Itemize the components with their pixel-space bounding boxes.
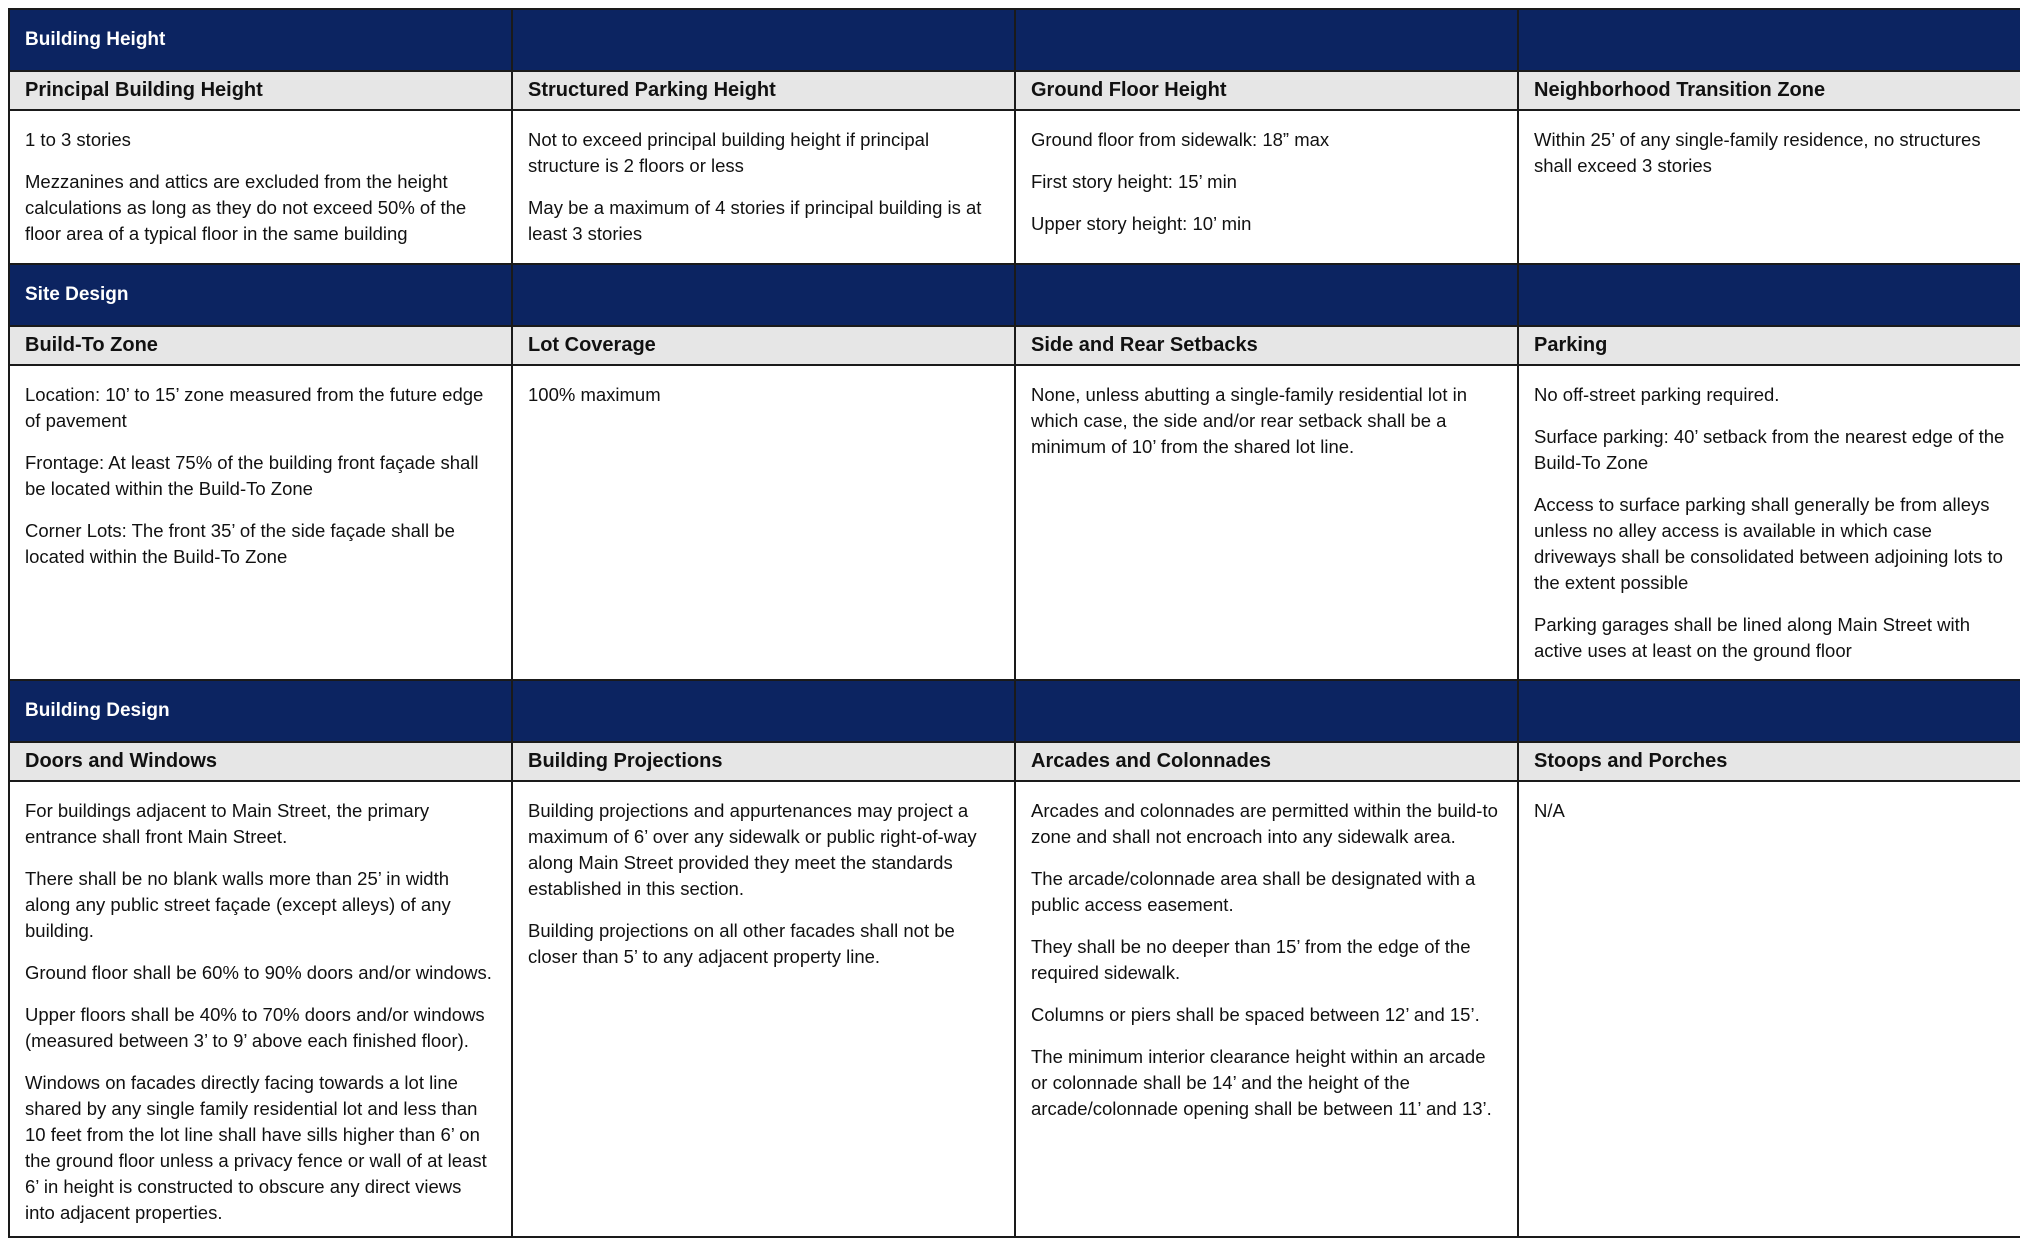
column-header: Stoops and Porches (1518, 742, 2020, 781)
cell-building-projections (512, 781, 1015, 1237)
paragraph: The arcade/colonnade area shall be designated with a public access easement. (1031, 868, 1476, 915)
cell-doors-windows (9, 781, 512, 1237)
column-header: Ground Floor Height (1015, 71, 1518, 110)
section-header-building-height (9, 9, 2020, 71)
paragraph: May be a maximum of 4 stories if principal building is at least 3 stories (528, 197, 982, 244)
column-headers (9, 742, 2020, 781)
paragraph: Building projections on all other facades shall not be closer than 5’ to any adjacent property line. (528, 920, 955, 967)
paragraph: First story height: 15’ min (1031, 171, 1237, 192)
paragraph: 1 to 3 stories (25, 129, 131, 150)
paragraph: Corner Lots: The front 35’ of the side façade shall be located within the Build-To Zone (25, 520, 455, 567)
cell-parking (1518, 365, 2020, 680)
cell-build-to-zone (9, 365, 512, 680)
paragraph: N/A (1534, 800, 1565, 821)
paragraph: Not to exceed principal building height if principal structure is 2 floors or less (528, 129, 930, 176)
paragraph: The minimum interior clearance height within an arcade or colonnade shall be 14’ and the height of the arcade/colonnade opening shall be between 11’ and 13’. (1031, 1046, 1492, 1119)
section-header-site-design (9, 264, 2020, 326)
cell-lot-coverage (512, 365, 1015, 680)
column-header: Neighborhood Transition Zone (1518, 71, 2020, 110)
paragraph: Within 25’ of any single-family residence, no structures shall exceed 3 stories (1534, 129, 1981, 176)
paragraph: Building projections and appurtenances may project a maximum of 6’ over any sidewalk or public right-of-way along Main Street provided they meet the standards established in this section. (528, 800, 977, 899)
column-header: Side and Rear Setbacks (1015, 326, 1518, 365)
cell-structured-parking-height (512, 110, 1015, 264)
cell-principal-building-height (9, 110, 512, 264)
paragraph: Location: 10’ to 15’ zone measured from the future edge of pavement (25, 384, 484, 431)
column-header: Arcades and Colonnades (1015, 742, 1518, 781)
paragraph: 100% maximum (528, 384, 661, 405)
paragraph: No off-street parking required. (1534, 384, 1780, 405)
paragraph: Surface parking: 40’ setback from the nearest edge of the Build-To Zone (1534, 426, 2005, 473)
cell-side-rear-setbacks (1015, 365, 1518, 680)
column-header: Structured Parking Height (512, 71, 1015, 110)
cell-neighborhood-transition-zone (1518, 110, 2020, 264)
paragraph: Ground floor shall be 60% to 90% doors and/or windows. (25, 962, 492, 983)
paragraph: Ground floor from sidewalk: 18” max (1031, 129, 1330, 150)
cell-arcades-colonnades (1015, 781, 1518, 1237)
column-header: Build-To Zone (9, 326, 512, 365)
column-header: Parking (1518, 326, 2020, 365)
column-header: Doors and Windows (9, 742, 512, 781)
paragraph: They shall be no deeper than 15’ from the edge of the required sidewalk. (1031, 936, 1471, 983)
content-row (9, 365, 2020, 680)
content-row (9, 781, 2020, 1237)
column-header: Building Projections (512, 742, 1015, 781)
paragraph: Access to surface parking shall generally be from alleys unless no alley access is available in which case driveways shall be consolidated between adjoining lots to the extent possible (1534, 494, 2003, 593)
paragraph: For buildings adjacent to Main Street, the primary entrance shall front Main Street. (25, 800, 430, 847)
paragraph: Frontage: At least 75% of the building front façade shall be located within the Build-To Zone (25, 452, 479, 499)
paragraph: Parking garages shall be lined along Main Street with active uses at least on the ground floor (1534, 614, 1971, 661)
cell-ground-floor-height (1015, 110, 1518, 264)
paragraph: Columns or piers shall be spaced between 12’ and 15’. (1031, 1004, 1480, 1025)
column-headers (9, 71, 2020, 110)
paragraph: Upper story height: 10’ min (1031, 213, 1252, 234)
paragraph: Windows on facades directly facing towards a lot line shared by any single family residential lot and less than 10 feet from the lot line shall have sills higher than 6’ on the ground floor unless a privacy fence or wall of at least 6’ in height is constructed to obscure any direct views into adjacent properties. (25, 1072, 487, 1223)
column-header: Principal Building Height (9, 71, 512, 110)
paragraph: Upper floors shall be 40% to 70% doors and/or windows (measured between 3’ to 9’ above each finished floor). (25, 1004, 485, 1051)
paragraph: Mezzanines and attics are excluded from the height calculations as long as they do not exceed 50% of the floor area of a typical floor in the same building (25, 171, 467, 244)
section-title: Building Height (9, 9, 512, 71)
paragraph: Arcades and colonnades are permitted within the build-to zone and shall not encroach into any sidewalk area. (1031, 800, 1498, 847)
paragraph: None, unless abutting a single-family residential lot in which case, the side and/or rear setback shall be a minimum of 10’ from the shared lot line. (1031, 384, 1468, 457)
cell-stoops-porches (1518, 781, 2020, 1237)
column-header: Lot Coverage (512, 326, 1015, 365)
column-headers (9, 326, 2020, 365)
standards-table (8, 8, 2020, 1238)
section-header-building-design (9, 680, 2020, 742)
section-title: Building Design (9, 680, 512, 742)
content-row (9, 110, 2020, 264)
section-title: Site Design (9, 264, 512, 326)
paragraph: There shall be no blank walls more than 25’ in width along any public street façade (except alleys) of any building. (25, 868, 451, 941)
